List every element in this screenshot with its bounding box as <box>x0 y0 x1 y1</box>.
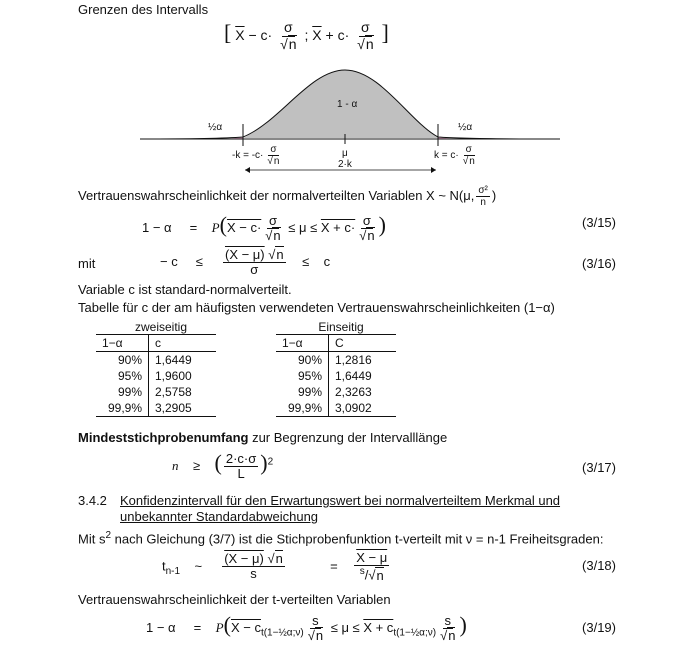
table-row: 99,9% 3,2905 <box>96 400 216 417</box>
bell-left-limit-label: -k = -c· $\frac{\sigma}{√n}$ <box>232 144 280 167</box>
min-sample-text: Mindeststichprobenumfang zur Begrenzung der Intervalllänge <box>78 430 448 445</box>
table-row: 99,9% 3,0902 <box>276 400 396 417</box>
table-two-sided <box>96 320 226 417</box>
mit-label: mit <box>78 256 96 271</box>
equation-3-15: 1 − α = P(X − c· $\frac{\sigma}{√n}$ ≤ μ ≤ X + c· $\frac{\sigma}{√n}$ ) <box>142 212 386 244</box>
text-table-intro: Tabelle für c der am häufigsten verwendeten Vertrauenswahrscheinlichkeiten (1−α) <box>78 300 555 315</box>
table-two-sided-title: zweiseitig <box>134 320 188 334</box>
bell-mu-label: μ <box>342 148 348 159</box>
equation-number-3-15: (3/15) <box>582 215 616 230</box>
bell-width-label: 2·k <box>338 159 352 170</box>
table-row: 90% 1,2816 <box>276 352 396 369</box>
bell-width-arrowhead-right <box>431 167 436 173</box>
text-t-conf: Vertrauenswahrscheinlichkeit der t-verteilten Variablen <box>78 592 391 607</box>
text-s2: Mit $s^2$ nach Gleichung (3/7) ist die Stichprobenfunktion t-verteilt mit ν = n-1 Freiheitsgraden: <box>78 530 604 547</box>
table-one-sided <box>276 320 406 417</box>
equation-3-19: 1 − α = $P(X - c_{t(1-\frac{1}{2}\alpha;\nu)}$ $\frac{s}{√n}$ ≤ $\mu \le X + c_{t(1-\frac{1}{2}\alpha;\nu)}$ $\frac{s}{√n}$ ) <box>146 612 467 644</box>
equation-number-3-16: (3/16) <box>582 256 616 271</box>
table-one-sided-header: 1−α C <box>276 335 396 352</box>
bell-width-arrowhead-left <box>245 167 250 173</box>
equation-3-17: n ≥ ( $\frac{2\cdot c\cdot\sigma}{L}$ )$^2$ <box>172 450 274 482</box>
conf-prob-text: Vertrauenswahrscheinlichkeit der normalverteilten Variablen X ~ N(μ, $\frac{\text{σ²}}{n}$ ) <box>78 185 497 208</box>
table-row: 99% 2,3263 <box>276 384 396 400</box>
section-number: 3.4.2 <box>78 493 107 508</box>
table-one-sided-title: Einseitig <box>318 320 364 334</box>
heading-interval: Grenzen des Intervalls <box>78 2 209 17</box>
table-two-sided-header: 1−α c <box>96 335 216 352</box>
equation-number-3-18: (3/18) <box>582 558 616 573</box>
equation-3-18: $t_{n-1}$ ~ $\frac{(X - \mu) √n}{s}$ = $\frac{X - \mu}{^s/√n}$ <box>162 550 388 583</box>
section-title-line2: unbekannter Standardabweichung <box>120 509 319 524</box>
equation-3-16: − c ≤ $\frac{(X - \mu) √n}{\sigma}$ ≤ c <box>160 247 331 278</box>
table-row: 95% 1,6449 <box>276 368 396 384</box>
bell-right-limit-label: k = c· $\frac{\sigma}{√n}$ <box>434 144 475 167</box>
bell-right-tail-label: ½α <box>458 122 473 133</box>
equation-number-3-17: (3/17) <box>582 460 616 475</box>
text-variable-c: Variable c ist standard-normalverteilt. <box>78 282 292 297</box>
table-row: 90% 1,6449 <box>96 352 216 369</box>
bell-center-label: 1 - α <box>337 99 358 110</box>
equation-number-3-19: (3/19) <box>582 620 616 635</box>
bell-left-tail-label: ½α <box>208 122 223 133</box>
interval-formula: [ $\overline{X} - c\cdot$ $\frac{\sigma}{√n}$ ; $\overline{X} + c\cdot$ $\frac{\sigma}{√n}$ ] <box>224 19 389 52</box>
table-row: 99% 2,5758 <box>96 384 216 400</box>
section-title-line1: Konfidenzintervall für den Erwartungswert bei normalverteiltem Merkmal und <box>120 493 561 508</box>
table-row: 95% 1,9600 <box>96 368 216 384</box>
